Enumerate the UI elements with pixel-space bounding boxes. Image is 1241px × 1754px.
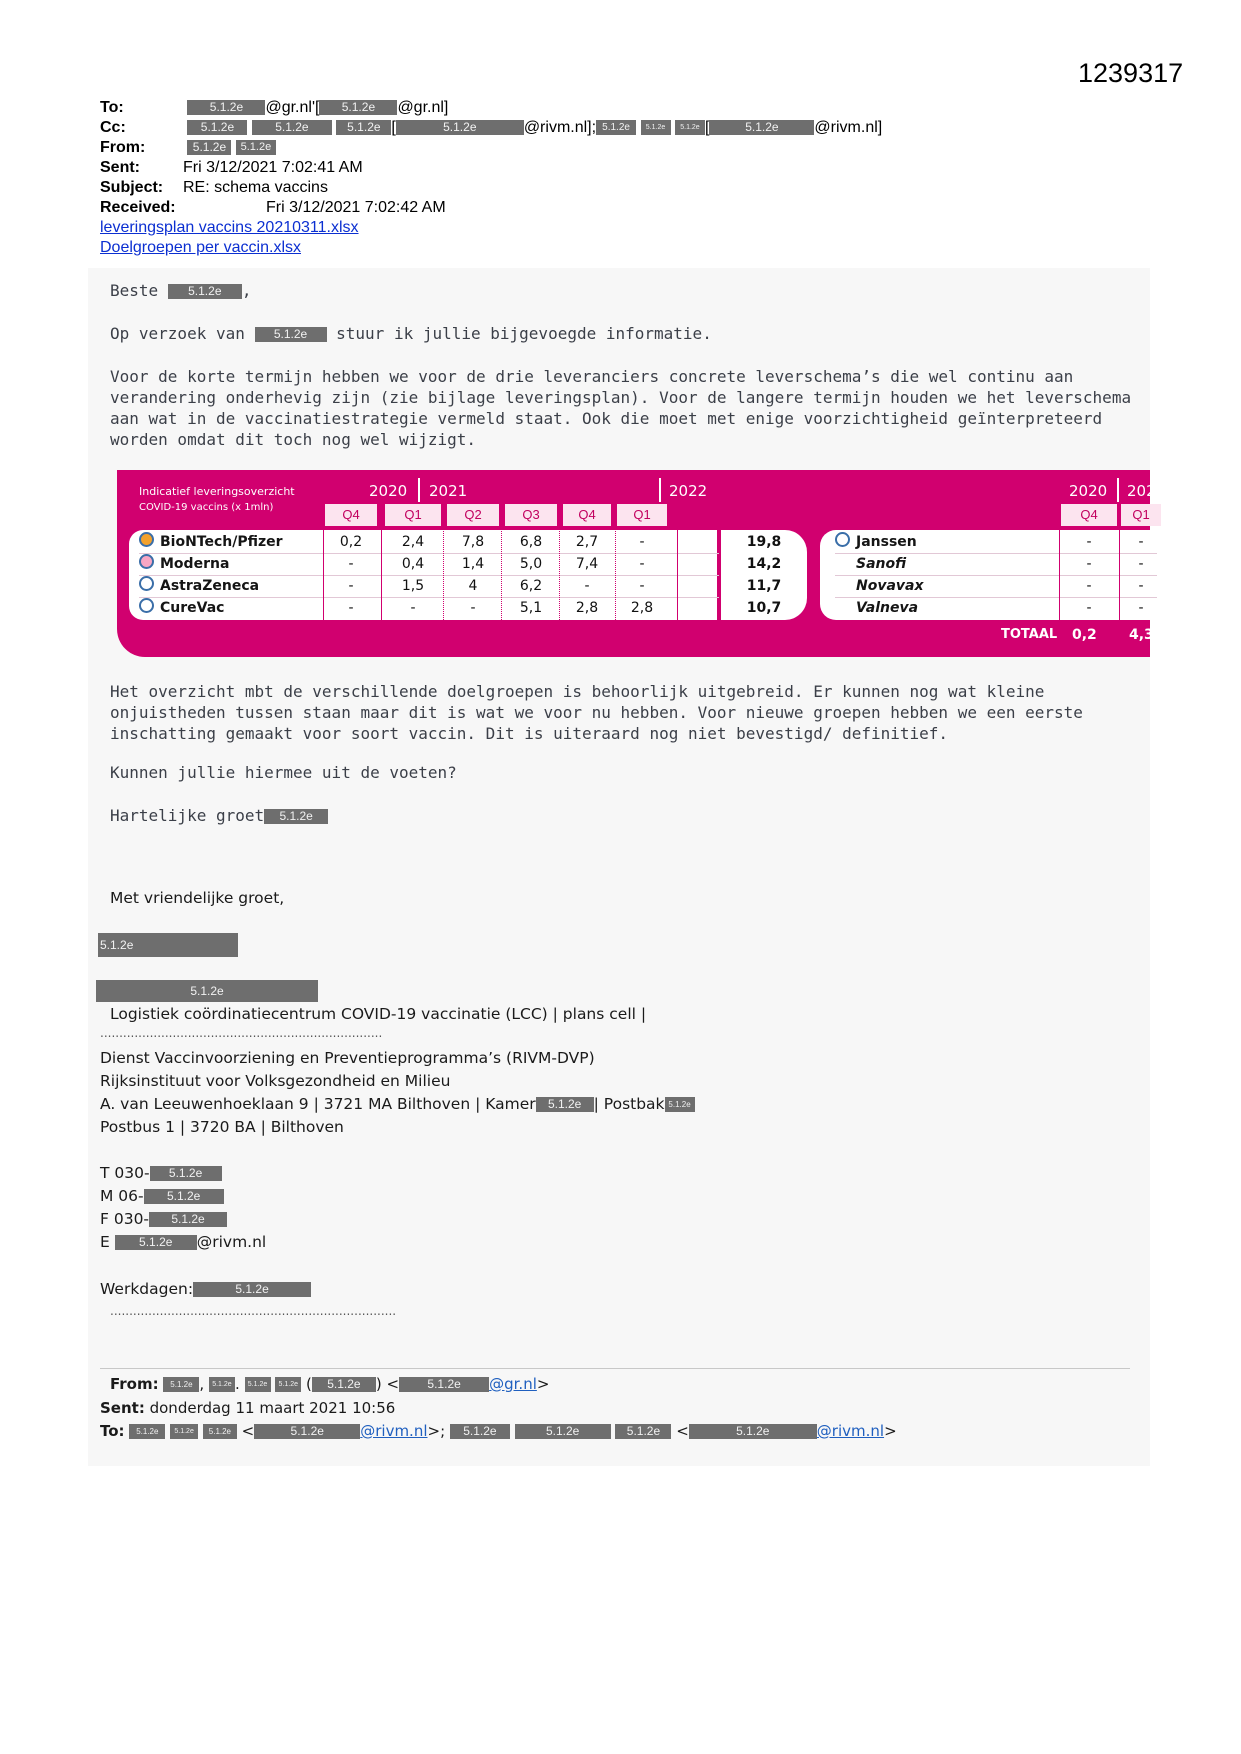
table-cell: 0,4 (401, 556, 425, 572)
vaccine-name (139, 575, 329, 597)
year-divider (659, 478, 661, 502)
cc-address: @rivm.nl] (814, 119, 883, 136)
redaction: 5.1.2e (96, 980, 318, 1002)
vaccine-label: Janssen (856, 534, 917, 550)
year-2022: 2022 (669, 482, 708, 500)
dots-separator: ........................................................................... (110, 1304, 397, 1318)
column-divider (501, 504, 502, 620)
column-divider (677, 504, 678, 620)
redaction: 5.1.2e (163, 1377, 199, 1392)
table-cell: 5,0 (519, 556, 543, 572)
table-cell: 1,4 (461, 556, 485, 572)
status-dot-icon (139, 598, 154, 613)
paragraph-delivery: Voor de korte termijn hebben we voor de drie leveranciers concrete leverschema’s die wel continu aan verandering onderhevig zijn (zie bijlage leveringsplan). Voor de langere termijn houden we het leverschema aan wat in de vaccinatiestrategie vermeld staat. Ook die moet met enige voorzichtigheid geïnterpreteerd worden omdat dit toch nog wel wijzigt. (110, 367, 1132, 449)
total-value: 0,2 (1072, 627, 1097, 643)
sent-label: Sent: (100, 159, 140, 176)
redaction: 5.1.2e (187, 100, 265, 115)
document-number: 1239317 (1078, 58, 1184, 88)
request-post: stuur ik jullie bijgevoegde informatie. (336, 324, 712, 343)
table-cell: - (1086, 578, 1092, 594)
quarter-header: Q2 (447, 504, 499, 526)
column-divider (323, 504, 324, 620)
redaction: 5.1.2e (515, 1424, 611, 1439)
attachment-row (100, 238, 882, 258)
request-line (110, 323, 712, 344)
previous-sent-label: Sent: (100, 1399, 145, 1417)
year-2021: 2021 (429, 482, 468, 500)
received-value: Fri 3/12/2021 7:02:42 AM (266, 199, 446, 216)
vaccine-label: CureVac (160, 600, 225, 616)
redaction: 5.1.2e (275, 1377, 301, 1392)
vaccine-name (139, 597, 329, 619)
year-2020: 2020 (369, 482, 408, 500)
phone-m (100, 1185, 224, 1208)
address-text: | Postbak (593, 1095, 665, 1113)
table-cell: 2,8 (630, 600, 654, 616)
column-divider (1059, 530, 1060, 620)
subject-row (100, 178, 882, 198)
table-subtitle: COVID-19 vaccins (x 1mln) (139, 502, 274, 513)
signature-name-redacted (98, 933, 238, 957)
table-cell: - (1086, 600, 1092, 616)
table-cell: - (1138, 556, 1144, 572)
request-pre: Op verzoek van (110, 324, 245, 343)
table-cell: 5,1 (519, 600, 543, 616)
from-label: From: (100, 139, 146, 156)
previous-to-domain[interactable]: @rivm.nl (360, 1422, 428, 1440)
phone-f (100, 1208, 227, 1231)
signature-role-redacted (96, 980, 318, 1002)
status-dot-icon (835, 532, 850, 547)
column-divider (381, 504, 382, 620)
closing-line (110, 805, 328, 826)
table-cell: 7,4 (575, 556, 599, 572)
redaction: 5.1.2e (399, 1377, 489, 1392)
table-cell: 2,4 (401, 534, 425, 550)
redaction: 5.1.2e (641, 120, 671, 135)
redaction: 5.1.2e (98, 933, 238, 957)
redaction: 5.1.2e (615, 1424, 671, 1439)
cc-address: @rivm.nl]; (523, 119, 597, 136)
table-cell: - (348, 556, 354, 572)
postbus: Postbus 1 | 3720 BA | Bilthoven (100, 1118, 344, 1136)
redaction: 5.1.2e (396, 120, 524, 135)
table-cell: 7,8 (461, 534, 485, 550)
table-cell: - (584, 578, 590, 594)
department: Dienst Vaccinvoorziening en Preventieprogramma’s (RIVM-DVP) (100, 1049, 595, 1067)
table-cell: - (1138, 578, 1144, 594)
redaction: 5.1.2e (336, 120, 391, 135)
divider (100, 1368, 1130, 1369)
vaccine-name (139, 531, 329, 553)
quarter-header: Q3 (505, 504, 557, 526)
redaction: 5.1.2e (193, 1282, 311, 1297)
redaction: 5.1.2e (264, 809, 328, 824)
institute: Rijksinstituut voor Volksgezondheid en Milieu (100, 1072, 451, 1090)
previous-sent-row (100, 1397, 395, 1420)
table-cell: - (470, 600, 476, 616)
table-cell: - (639, 578, 645, 594)
vaccine-label: Valneva (856, 600, 919, 616)
redaction: 5.1.2e (129, 1424, 165, 1439)
table-title: Indicatief leveringsoverzicht (139, 485, 295, 498)
org-line: Logistiek coördinatiecentrum COVID-19 vaccinatie (LCC) | plans cell | (110, 1005, 647, 1023)
redaction: 5.1.2e (675, 120, 705, 135)
redaction: 5.1.2e (252, 120, 332, 135)
redaction: 5.1.2e (536, 1097, 594, 1112)
email-header (100, 98, 882, 258)
quarter-header: Q1 (385, 504, 441, 526)
dots-separator: .......................................................................... (100, 1026, 383, 1040)
quarter-header: Q1 (617, 504, 667, 526)
table-cell: - (1138, 534, 1144, 550)
vaccine-label: Novavax (856, 578, 924, 594)
subject-label: Subject: (100, 179, 164, 196)
vaccine-label: AstraZeneca (160, 578, 260, 594)
redaction: 5.1.2e (596, 120, 636, 135)
redaction: 5.1.2e (255, 327, 327, 342)
to-address: @gr.nl'[ (265, 99, 320, 116)
column-divider (615, 504, 616, 620)
year-divider (1117, 478, 1119, 502)
previous-from-row: From: 5.1.2e , 5.1.2e . 5.1.2e 5.1.2e ( 5.1.2e ) < 5.1.2e @gr.nl> (110, 1375, 550, 1393)
phone-t (100, 1162, 222, 1185)
table-cell: - (348, 578, 354, 594)
table-cell: - (410, 600, 416, 616)
column-divider (1119, 504, 1120, 620)
to-label: To: (100, 99, 124, 116)
row-total: 14,2 (746, 556, 782, 572)
redaction: 5.1.2e (689, 1424, 817, 1439)
greeting: Beste (110, 281, 159, 300)
sent-row (100, 158, 882, 178)
vaccine-name (835, 597, 1035, 619)
table-cell: - (1086, 556, 1092, 572)
email-line (100, 1231, 266, 1254)
status-dot-icon (139, 576, 154, 591)
from-row (100, 138, 882, 158)
attachment-link[interactable]: Doelgroepen per vaccin.xlsx (100, 239, 301, 256)
previous-to-label: To: (100, 1422, 125, 1440)
year-divider (418, 478, 420, 502)
vaccine-name (835, 531, 1035, 553)
vaccine-label: BioNTech/Pfizer (160, 534, 283, 550)
vaccine-label: Sanofi (856, 556, 907, 572)
regards: Met vriendelijke groet, (110, 889, 285, 907)
table-cell: - (1138, 600, 1144, 616)
attachment-row (100, 218, 882, 238)
vaccine-label: Moderna (160, 556, 230, 572)
greeting-comma: , (241, 281, 252, 300)
redaction: 5.1.2e (665, 1097, 695, 1112)
table-cell: - (639, 556, 645, 572)
address-text: A. van Leeuwenhoeklaan 9 | 3721 MA Bilthoven | Kamer (100, 1095, 536, 1113)
redaction: 5.1.2e (168, 284, 242, 299)
table-cell: 0,2 (339, 534, 363, 550)
status-dot-icon (139, 532, 154, 547)
sent-value: Fri 3/12/2021 7:02:41 AM (183, 159, 363, 176)
redaction: 5.1.2e (203, 1424, 237, 1439)
redaction: 5.1.2e (245, 1377, 271, 1392)
previous-to-domain[interactable]: @rivm.nl (816, 1422, 885, 1440)
status-dot-icon (139, 554, 154, 569)
redaction: 5.1.2e (319, 100, 397, 115)
email-suffix: @rivm.nl (196, 1233, 267, 1251)
redaction: 5.1.2e (709, 120, 814, 135)
phone-label: M 06- (100, 1187, 144, 1205)
redaction: 5.1.2e (115, 1235, 197, 1250)
received-label: Received: (100, 199, 176, 216)
table-cell: - (1086, 534, 1092, 550)
right-year-2020: 2020 (1069, 482, 1108, 500)
redaction: 5.1.2e (150, 1166, 222, 1181)
redaction: 5.1.2e (236, 140, 276, 155)
redaction: 5.1.2e (144, 1189, 224, 1204)
quarter-header: Q4 (1061, 504, 1117, 526)
previous-to-row: To: 5.1.2e 5.1.2e 5.1.2e < 5.1.2e @rivm.nl>; 5.1.2e 5.1.2e 5.1.2e < 5.1.2e @rivm.nl> (100, 1422, 897, 1440)
table-cell: 6,8 (519, 534, 543, 550)
total-value: 4,3 (1129, 627, 1154, 643)
redaction: 5.1.2e (187, 140, 231, 155)
workdays-label: Werkdagen: (100, 1280, 194, 1298)
column-divider (443, 504, 444, 620)
phone-label: F 030- (100, 1210, 150, 1228)
table-cell: 6,2 (519, 578, 543, 594)
attachment-link[interactable]: leveringsplan vaccins 20210311.xlsx (100, 219, 359, 236)
redaction: 5.1.2e (450, 1424, 510, 1439)
redaction: 5.1.2e (187, 120, 247, 135)
table-cell: 4 (468, 578, 478, 594)
vaccine-name (835, 575, 1035, 597)
row-total: 19,8 (746, 534, 782, 550)
workdays-line (100, 1278, 311, 1301)
quarter-header: Q1 (1121, 504, 1161, 526)
address (100, 1093, 695, 1116)
quarter-header: Q4 (563, 504, 611, 526)
table-cell: 2,8 (575, 600, 599, 616)
quarter-header: Q4 (325, 504, 377, 526)
row-total: 11,7 (746, 578, 782, 594)
delivery-table (117, 470, 1156, 657)
redaction: 5.1.2e (170, 1424, 198, 1439)
column-divider (559, 504, 560, 620)
previous-from-label: From: (110, 1375, 159, 1393)
greeting-line (110, 280, 251, 301)
total-label: TOTAAL (1001, 627, 1058, 642)
cc-row: Cc: 5.1.2e 5.1.2e 5.1.2e [ 5.1.2e @rivm.nl]; 5.1.2e 5.1.2e 5.1.2e [ 5.1.2e @rivm.nl] (100, 119, 883, 136)
closing: Hartelijke groet (110, 806, 265, 825)
table-cell: - (348, 600, 354, 616)
to-address: @gr.nl] (397, 99, 449, 116)
redaction: 5.1.2e (149, 1212, 227, 1227)
table-cell: 1,5 (401, 578, 425, 594)
right-year-2022: 202 (1127, 482, 1156, 500)
subject-value: RE: schema vaccins (183, 179, 328, 196)
previous-sent-value: donderdag 11 maart 2021 10:56 (149, 1399, 396, 1417)
vaccine-name (139, 553, 329, 575)
email-label: E (100, 1233, 110, 1251)
phone-label: T 030- (100, 1164, 150, 1182)
table-cell: 2,7 (575, 534, 599, 550)
previous-from-domain[interactable]: @gr.nl (489, 1375, 537, 1393)
received-row (100, 198, 882, 218)
redaction: 5.1.2e (209, 1377, 235, 1392)
table-cell: - (639, 534, 645, 550)
row-total: 10,7 (746, 600, 782, 616)
vaccine-name (835, 553, 1035, 575)
paragraph-target-groups: Het overzicht mbt de verschillende doelgroepen is behoorlijk uitgebreid. Er kunnen nog wat kleine onjuistheden tussen staan maar dit is wat we voor nu hebben. Voor nieuwe groepen hebben we een eerste inschatting gemaakt voor soort vaccin. Dit is uiteraard nog niet bevestigd/ definitief. (110, 682, 1083, 743)
question-line: Kunnen jullie hiermee uit de voeten? (110, 763, 457, 782)
to-row (100, 98, 882, 118)
redaction: 5.1.2e (254, 1424, 360, 1439)
redaction: 5.1.2e (312, 1377, 376, 1392)
cc-label: Cc: (100, 119, 126, 136)
